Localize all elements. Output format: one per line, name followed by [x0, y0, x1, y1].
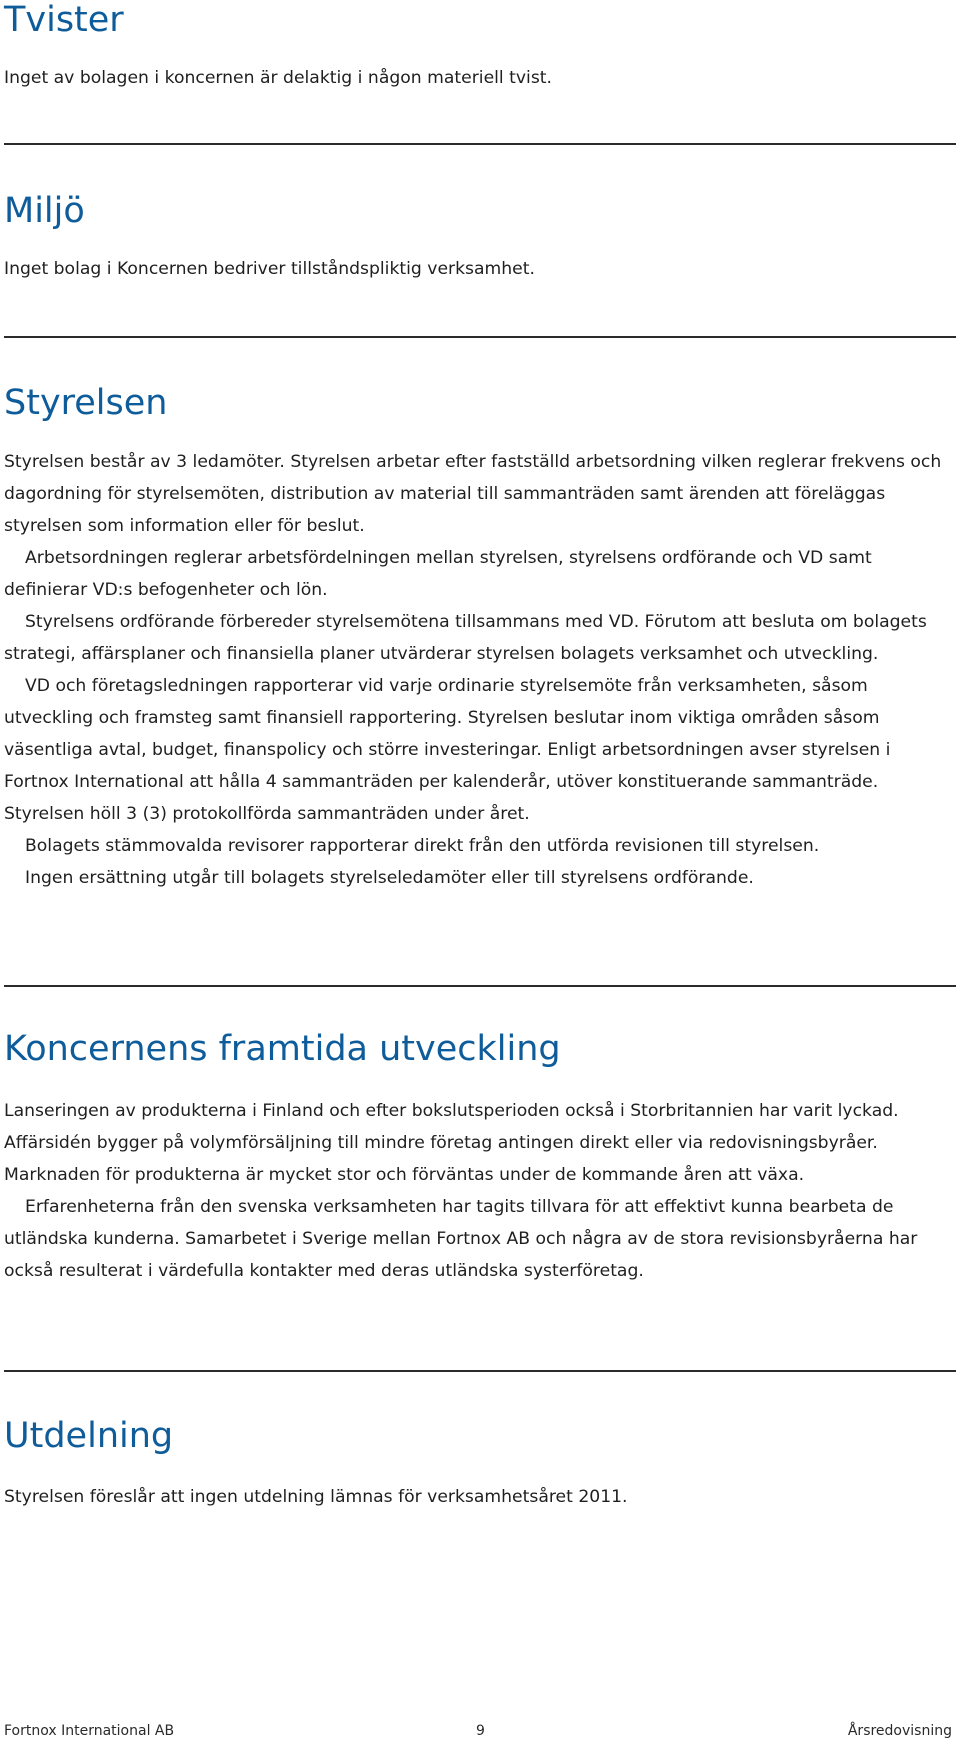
paragraph: VD och företagsledningen rapporterar vid varje ordinarie styrelsemöte från verksamheten, såsom utveckling och framsteg samt finansiell rapportering. Styrelsen beslutar inom viktiga områden såsom väsentliga avtal, budget, finanspolicy och större investeringar. Enligt arbetsordningen avser styrelsen i Fortnox International att hålla 4 sammanträden per kalenderår, utöver konstituerande sammanträde. Styrelsen höll 3 (3) protokollförda sammanträden under året. — [4, 676, 891, 824]
footer-company: Fortnox International AB — [4, 1723, 175, 1739]
section-divider — [4, 143, 956, 145]
paragraph: Ingen ersättning utgår till bolagets styrelseledamöter eller till styrelsens ordförande. — [25, 868, 754, 888]
paragraph: Bolagets stämmovalda revisorer rapporterar direkt från den utförda revisionen till styrelsen. — [25, 836, 820, 856]
paragraph: Arbetsordningen reglerar arbetsfördelningen mellan styrelsen, styrelsens ordförande och VD samt definierar VD:s befogenheter och lön. — [4, 548, 872, 600]
section-miljo — [4, 191, 956, 285]
section-styrelsen — [4, 383, 956, 894]
section-heading: Styrelsen — [4, 383, 168, 423]
section-tvister — [4, 0, 956, 94]
section-heading: Utdelning — [4, 1416, 174, 1456]
section-heading: Tvister — [4, 0, 124, 40]
paragraph: Styrelsen består av 3 ledamöter. Styrelsen arbetar efter fastställd arbetsordning vilken reglerar frekvens och dagordning för styrelsemöten, distribution av material till sammanträden samt ärenden att föreläggas styrelsen som information eller för beslut. — [4, 452, 942, 536]
paragraph: Lanseringen av produkterna i Finland och efter bokslutsperioden också i Storbritannien har varit lyckad. Affärsidén bygger på volymförsäljning till mindre företag antingen direkt eller via redovisningsbyråer. Marknaden för produkterna är mycket stor och förväntas under de kommande åren att växa. — [4, 1101, 899, 1185]
section-heading: Koncernens framtida utveckling — [4, 1029, 561, 1069]
section-framtida-utveckling — [4, 1029, 956, 1287]
footer-page-number: 9 — [476, 1723, 485, 1739]
section-divider — [4, 1370, 956, 1372]
section-divider — [4, 336, 956, 338]
paragraph: Styrelsen föreslår att ingen utdelning lämnas för verksamhetsåret 2011. — [4, 1487, 628, 1507]
footer-doc-type: Årsredovisning — [847, 1723, 952, 1739]
paragraph: Erfarenheterna från den svenska verksamheten har tagits tillvara för att effektivt kunna bearbeta de utländska kunderna. Samarbetet i Sverige mellan Fortnox AB och några av de stora revisionsbyråerna har också resulterat i värdefulla kontakter med deras utländska systerföretag. — [4, 1197, 918, 1281]
paragraph: Inget av bolagen i koncernen är delaktig i någon materiell tvist. — [4, 68, 552, 88]
section-heading: Miljö — [4, 191, 85, 231]
paragraph: Styrelsens ordförande förbereder styrelsemötena tillsammans med VD. Förutom att besluta om bolagets strategi, affärsplaner och finansiella planer utvärderar styrelsen bolagets verksamhet och utveckling. — [4, 612, 927, 664]
section-divider — [4, 985, 956, 987]
paragraph: Inget bolag i Koncernen bedriver tillståndspliktig verksamhet. — [4, 259, 535, 279]
section-utdelning — [4, 1416, 956, 1513]
